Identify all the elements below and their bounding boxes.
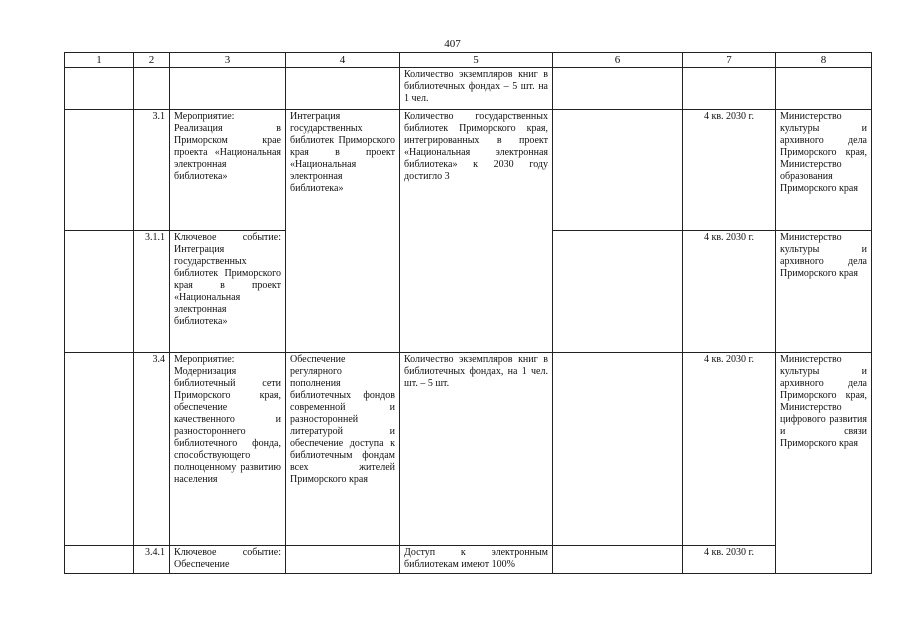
- table-row: [65, 110, 872, 231]
- indicator-cell: Количество экземпляров книг в библиотечных фондах – 5 шт. на 1 чел.: [400, 68, 553, 110]
- column-number-row: [65, 53, 872, 68]
- plan-table: [64, 52, 872, 574]
- column-number: 8: [776, 53, 872, 68]
- column-number: 5: [400, 53, 553, 68]
- table-row: [65, 353, 872, 546]
- responsible-cell: Министерство культуры и архивного дела Приморского края: [776, 231, 872, 353]
- deadline-cell: 4 кв. 2030 г.: [683, 110, 776, 231]
- activity-cell: Мероприятие: Реализация в Приморском крае проекта «Национальная электронная библиотека»: [170, 110, 286, 231]
- item-number: 3.1: [134, 110, 170, 231]
- item-number: 3.1.1: [134, 231, 170, 353]
- item-number: 3.4.1: [134, 546, 170, 574]
- table-cell: [286, 546, 400, 574]
- deadline-cell: 4 кв. 2030 г.: [683, 353, 776, 546]
- table-cell: [65, 231, 134, 353]
- column-number: 7: [683, 53, 776, 68]
- table-cell: [65, 546, 134, 574]
- deadline-cell: 4 кв. 2030 г.: [683, 546, 776, 574]
- table-cell: [553, 110, 683, 231]
- indicator-cell: Доступ к электронным библиотекам имеют 100%: [400, 546, 553, 574]
- table-cell: [65, 68, 134, 110]
- item-number: 3.4: [134, 353, 170, 546]
- indicator-cell: Количество экземпляров книг в библиотечных фондах, на 1 чел. шт. – 5 шт.: [400, 353, 553, 546]
- table-cell: [553, 231, 683, 353]
- table-cell: [776, 68, 872, 110]
- table-cell: [65, 110, 134, 231]
- event-cell: Ключевое событие: Интеграция государственных библиотек Приморского края в проект «Национальная электронная библиотека»: [170, 231, 286, 353]
- responsible-cell: Министерство культуры и архивного дела Приморского края, Министерство образования Приморского края: [776, 110, 872, 231]
- table-cell: [683, 68, 776, 110]
- table-row: [65, 68, 872, 110]
- table-cell: [553, 68, 683, 110]
- column-number: 1: [65, 53, 134, 68]
- event-cell: Ключевое событие: Обеспечение: [170, 546, 286, 574]
- task-cell: Обеспечение регулярного пополнения библиотечных фондов современной и разносторонней литературой и обеспечение доступа к библиотечным фондам всех жителей Приморского края: [286, 353, 400, 546]
- table-cell: [553, 353, 683, 546]
- indicator-cell: Количество государственных библиотек Приморского края, интегрированных в проект «Национальная электронная библиотека» к 2030 году достигло 3: [400, 110, 553, 353]
- table-cell: [134, 68, 170, 110]
- table-cell: [553, 546, 683, 574]
- page-number: 407: [444, 38, 461, 50]
- column-number: 4: [286, 53, 400, 68]
- column-number: 3: [170, 53, 286, 68]
- table-cell: [65, 353, 134, 546]
- column-number: 2: [134, 53, 170, 68]
- activity-cell: Мероприятие: Модернизация библиотечный сети Приморского края, обеспечение качественного и разностороннего библиотечного фонда, способствующего полноценному развитию населения: [170, 353, 286, 546]
- table-cell: [286, 68, 400, 110]
- table-row: [65, 546, 872, 574]
- task-cell: Интеграция государственных библиотек Приморского края в проект «Национальная электронная библиотека»: [286, 110, 400, 353]
- responsible-cell: Министерство культуры и архивного дела Приморского края, Министерство цифрового развития и связи Приморского края: [776, 353, 872, 574]
- table-cell: [170, 68, 286, 110]
- deadline-cell: 4 кв. 2030 г.: [683, 231, 776, 353]
- column-number: 6: [553, 53, 683, 68]
